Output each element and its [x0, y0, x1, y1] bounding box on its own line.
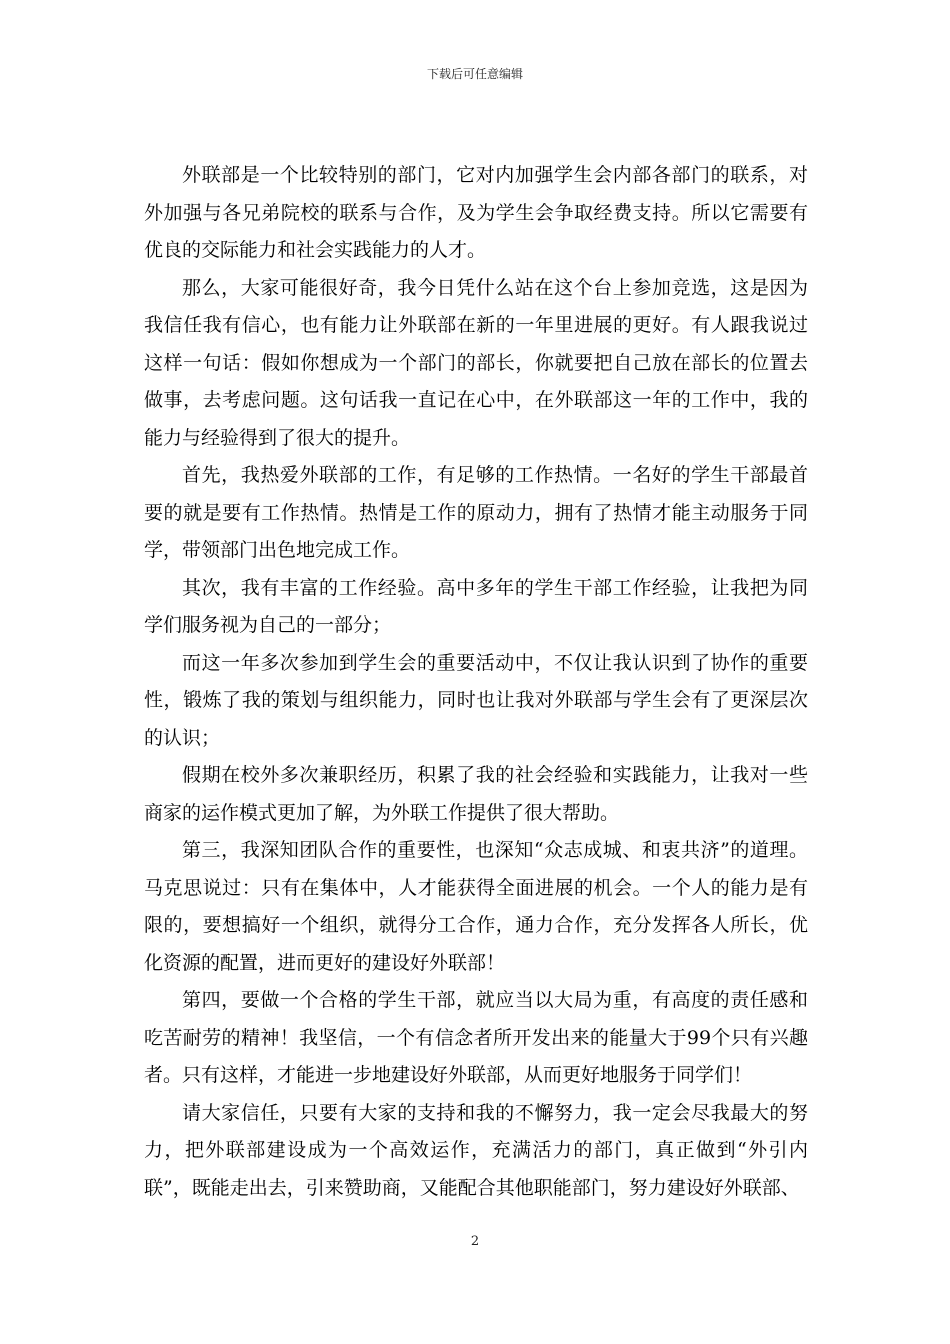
page-number: 2 — [470, 1234, 480, 1249]
document-body — [144, 157, 808, 1207]
paragraph: 请大家信任，只要有大家的支持和我的不懈努力，我一定会尽我最大的努力，把外联部建设成为一个高效运作，充满活力的部门，真正做到“外引内联”，既能走出去，引来赞助商，又能配合其他职能部门，努力建设好外联部、 — [144, 1101, 808, 1199]
paragraph: 而这一年多次参加到学生会的重要活动中，不仅让我认识到了协作的重要性，锻炼了我的策划与组织能力，同时也让我对外联部与学生会有了更深层次的认识； — [144, 651, 808, 749]
paragraph: 那么，大家可能很好奇，我今日凭什么站在这个台上参加竞选，这是因为我信任我有信心，也有能力让外联部在新的一年里进展的更好。有人跟我说过这样一句话：假如你想成为一个部门的部长，你就要把自己放在部长的位置去做事，去考虑问题。这句话我一直记在心中，在外联部这一年的工作中，我的能力与经验得到了很大的提升。 — [144, 276, 808, 449]
paragraph: 其次，我有丰富的工作经验。高中多年的学生干部工作经验，让我把为同学们服务视为自己的一部分； — [144, 576, 808, 636]
paragraph: 首先，我热爱外联部的工作，有足够的工作热情。一名好的学生干部最首要的就是要有工作热情。热情是工作的原动力，拥有了热情才能主动服务于同学，带领部门出色地完成工作。 — [144, 464, 808, 561]
paragraph: 第四，要做一个合格的学生干部，就应当以大局为重，有高度的责任感和吃苦耐劳的精神！我坚信，一个有信念者所开发出来的能量大于99个只有兴趣者。只有这样，才能进一步地建设好外联部，从而更好地服务于同学们！ — [144, 989, 808, 1086]
paragraph: 第三，我深知团队合作的重要性，也深知“众志成城、和衷共济”的道理。马克思说过：只有在集体中，人才能获得全面进展的机会。一个人的能力是有限的，要想搞好一个组织，就得分工合作，通力合作，充分发挥各人所长，优化资源的配置，进而更好的建设好外联部！ — [144, 839, 808, 974]
paragraph: 假期在校外多次兼职经历，积累了我的社会经验和实践能力，让我对一些商家的运作模式更加了解，为外联工作提供了很大帮助。 — [144, 764, 808, 824]
paragraph: 外联部是一个比较特别的部门，它对内加强学生会内部各部门的联系，对外加强与各兄弟院校的联系与合作，及为学生会争取经费支持。所以它需要有优良的交际能力和社会实践能力的人才。 — [144, 164, 808, 261]
page-header: 下载后可任意编辑 — [426, 67, 523, 81]
